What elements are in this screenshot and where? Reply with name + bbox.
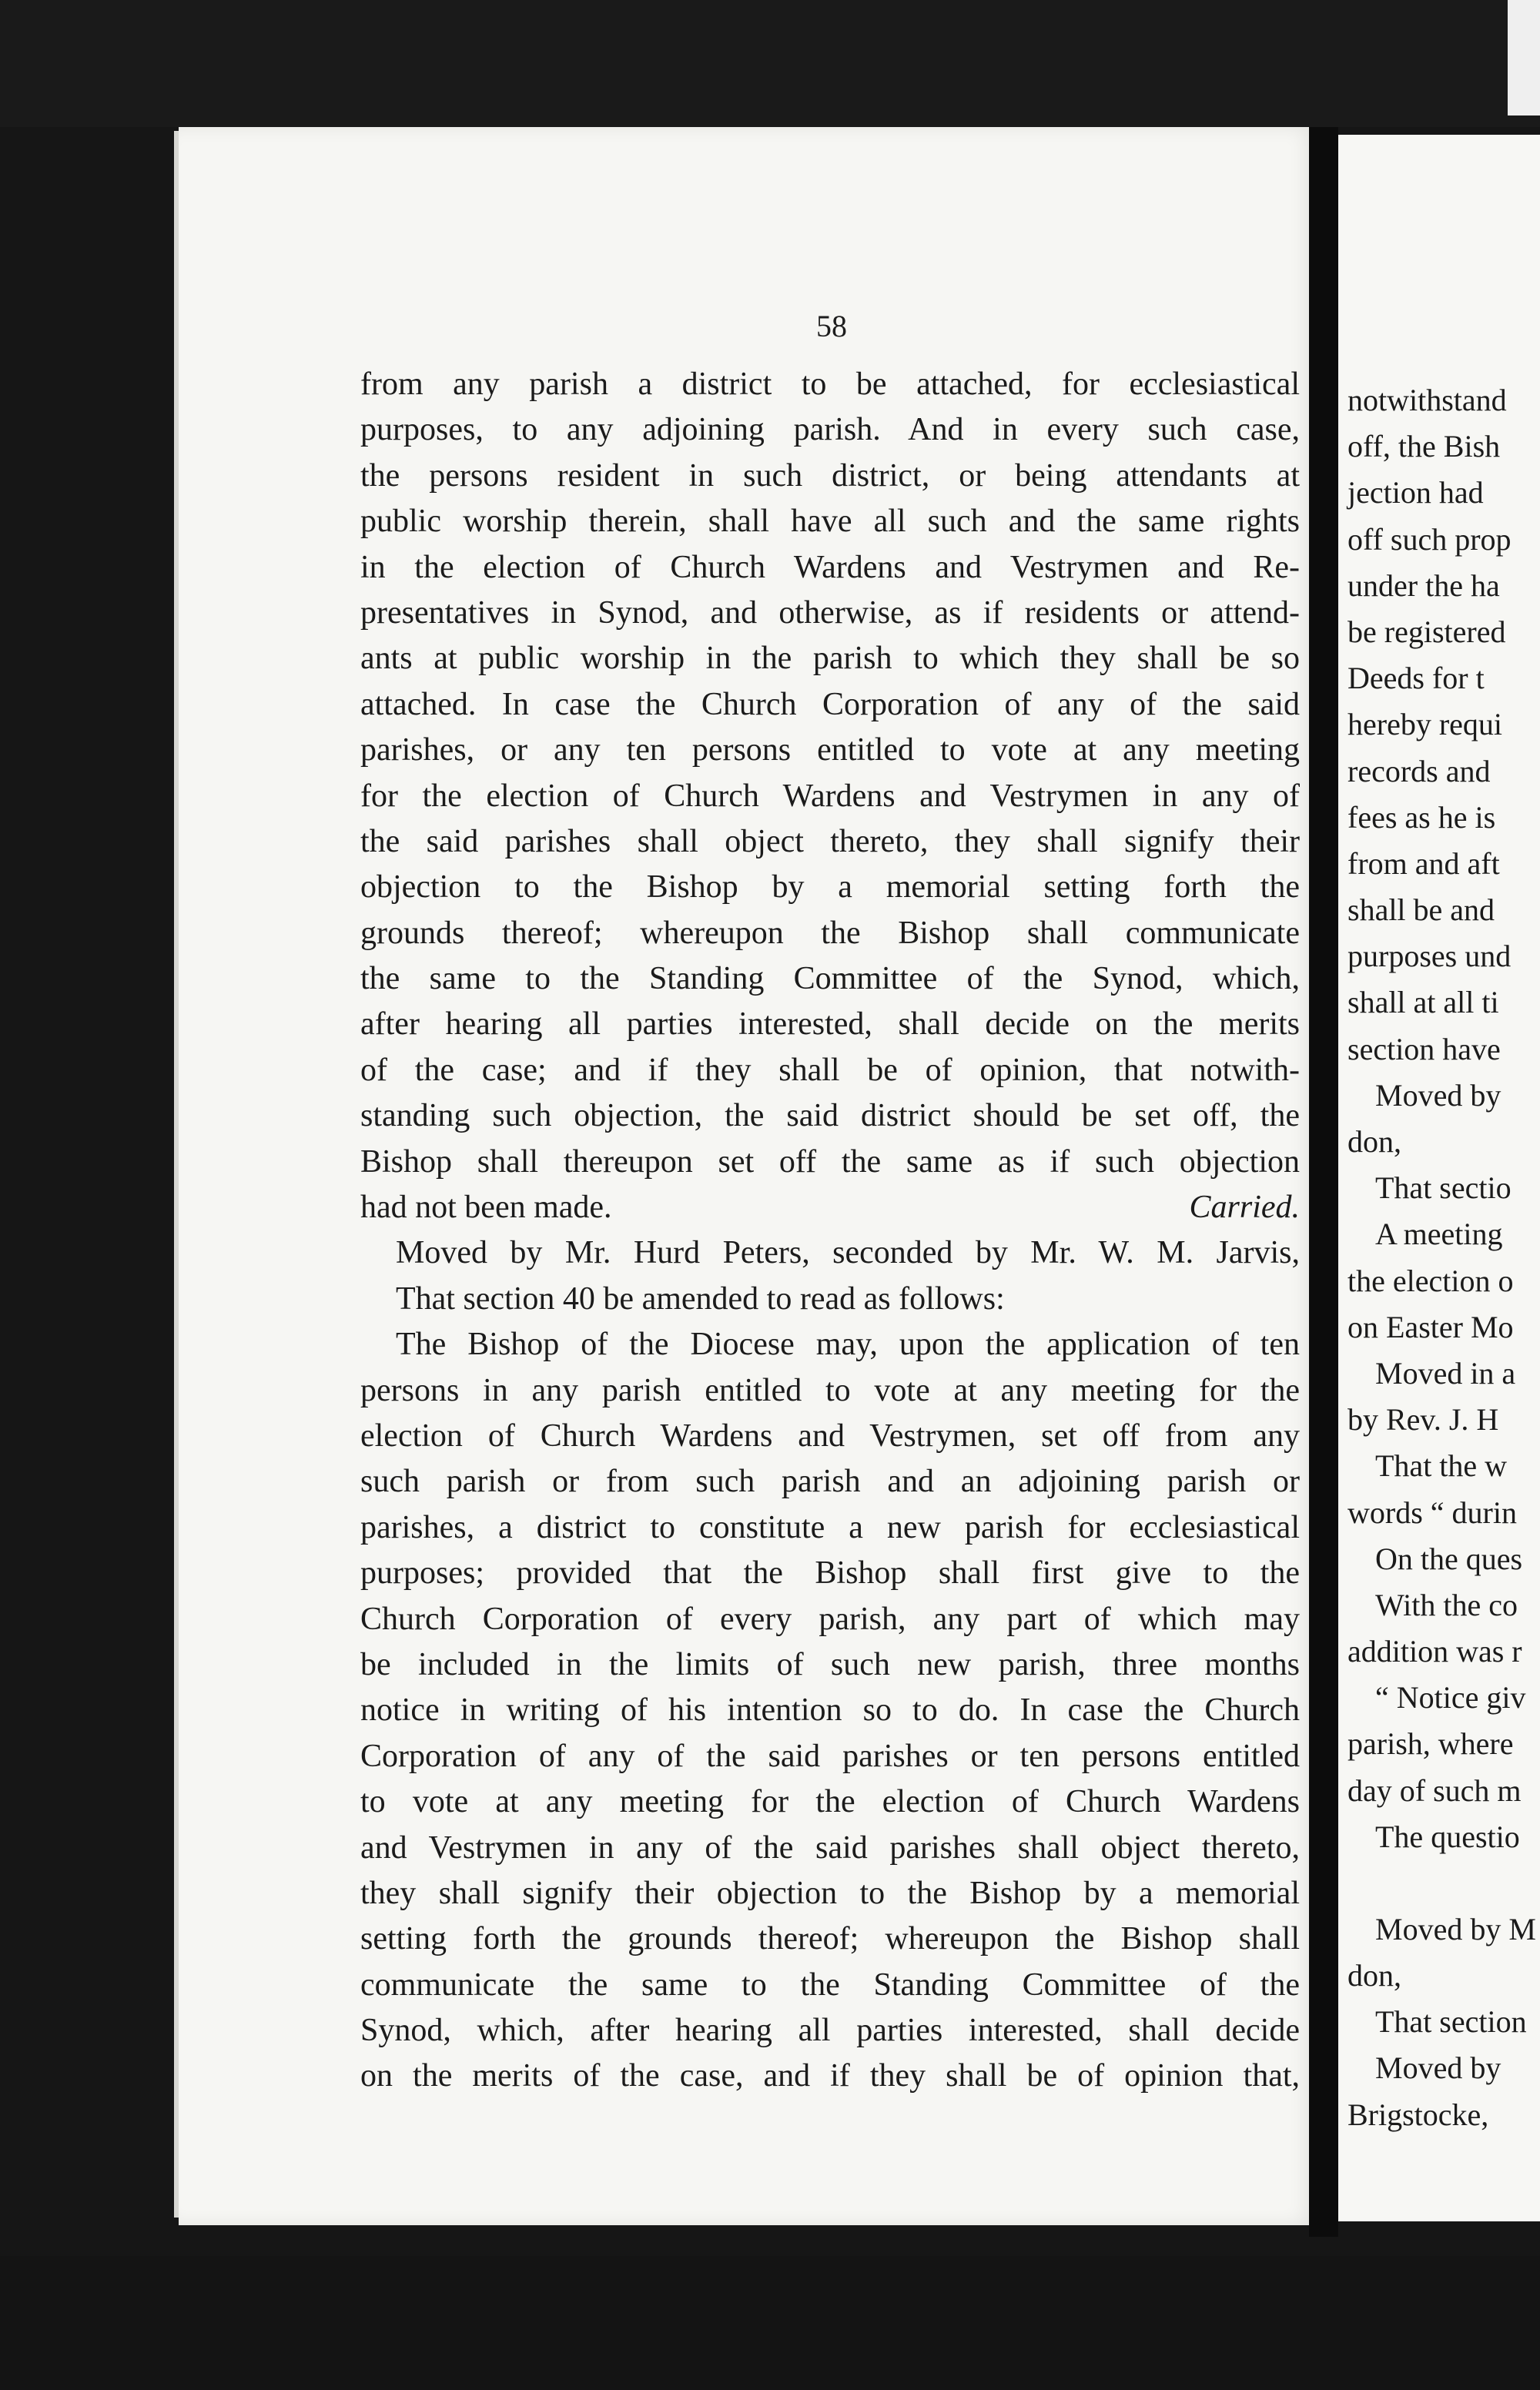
text-line: The questio [1375, 1819, 1520, 1854]
text-line: purposes; provided that the Bishop shall first give to the [360, 1555, 1300, 1592]
text-line: and Vestrymen in any of the said parishes shall object thereto, [360, 1829, 1300, 1866]
text-line: words “ durin [1348, 1495, 1517, 1530]
book-gutter [1309, 127, 1338, 2237]
text-line: such parish or from such parish and an adjoining parish or [360, 1464, 1300, 1500]
text-line: shall at all ti [1348, 985, 1499, 1020]
text-line: public worship therein, shall have all such and the same rights [360, 504, 1300, 540]
text-line: parishes, or any ten persons entitled to vote at any meeting [360, 732, 1300, 768]
text-line: under the ha [1348, 567, 1500, 603]
left-page-text [360, 362, 1300, 2100]
text-line: Moved by [1375, 1077, 1502, 1113]
text-line: persons in any parish entitled to vote at any meeting for the [360, 1372, 1300, 1408]
text-line: Church Corporation of every parish, any part of which may [360, 1601, 1300, 1637]
text-line: to vote at any meeting for the election of Church Wardens [360, 1784, 1300, 1820]
text-line: the said parishes shall object thereto, they shall signify their [360, 823, 1300, 859]
text-line: purposes und [1348, 939, 1512, 974]
text-line: standing such objection, the said district should be set off, the [360, 1098, 1300, 1134]
text-line: That the w [1375, 1448, 1508, 1484]
text-line: communicate the same to the Standing Committee of the [360, 1967, 1300, 2003]
text-line: objection to the Bishop by a memorial setting forth the [360, 869, 1300, 905]
text-line: On the ques [1375, 1541, 1523, 1576]
text-line: fees as he is [1348, 799, 1496, 835]
text-line: from and aft [1348, 845, 1500, 881]
text-line: records and [1348, 753, 1491, 788]
text-line: notice in writing of his intention so to do. In case the Church [360, 1692, 1300, 1729]
text-line: Deeds for t [1348, 661, 1485, 696]
text-line: presentatives in Synod, and otherwise, as if residents or attend- [360, 594, 1300, 631]
motion-result: Carried. [1189, 1190, 1300, 1226]
text-line: Synod, which, after hearing all parties interested, shall decide [360, 2013, 1300, 2049]
text-line: off, the Bish [1348, 429, 1501, 464]
text-line: Moved by [1375, 2050, 1502, 2086]
text-line: section have [1348, 1031, 1501, 1066]
text-line: That sectio [1375, 1170, 1512, 1206]
text-line: after hearing all parties interested, shall decide on the merits [360, 1006, 1300, 1043]
text-line: in the election of Church Wardens and Vestrymen and Re- [360, 549, 1300, 585]
text-line: be included in the limits of such new parish, three months [360, 1646, 1300, 1682]
text-line: they shall signify their objection to the Bishop by a memorial [360, 1875, 1300, 1911]
text-line: don, [1348, 1124, 1401, 1159]
text-line: on Easter Mo [1348, 1309, 1514, 1344]
text-line: shall be and [1348, 892, 1495, 928]
text-line: election of Church Wardens and Vestrymen, set off from any [360, 1418, 1300, 1454]
text-line: off such prop [1348, 521, 1512, 557]
text-line: ants at public worship in the parish to which they shall be so [360, 641, 1300, 677]
text-line: A meeting [1375, 1217, 1503, 1252]
text-line: “ Notice giv [1375, 1680, 1526, 1716]
text-line: Brigstocke, [1348, 2097, 1489, 2132]
scan-edge-strip [1508, 0, 1540, 115]
scan-backdrop-bottom [0, 2256, 1540, 2390]
text-line: Moved by Mr. Hurd Peters, seconded by Mr. W. M. Jarvis, [396, 1235, 1300, 1271]
text-line: on the merits of the case, and if they shall be of opinion that, [360, 2058, 1300, 2094]
text-line: jection had [1348, 475, 1484, 510]
text-line: the election o [1348, 1263, 1514, 1298]
text-line: don, [1348, 1958, 1401, 1993]
text-line: Corporation of any of the said parishes or ten persons entitled [360, 1738, 1300, 1774]
text-line: With the co [1375, 1587, 1518, 1622]
text-line: by Rev. J. H [1348, 1402, 1499, 1438]
text-line: That section 40 be amended to read as follows: [396, 1280, 1005, 1317]
text-line: attached. In case the Church Corporation of any of the said [360, 686, 1300, 722]
text-line: addition was r [1348, 1634, 1522, 1669]
text-line: parish, where [1348, 1726, 1514, 1762]
text-line: notwithstand [1348, 383, 1507, 417]
text-line: Moved by M [1375, 1912, 1536, 1946]
text-line: Moved in a [1375, 1355, 1516, 1391]
text-line: day of such m [1348, 1772, 1522, 1808]
text-line: parishes, a district to constitute a new parish for ecclesiastical [360, 1509, 1300, 1545]
text-line: grounds thereof; whereupon the Bishop shall communicate [360, 915, 1300, 951]
text-line: the persons resident in such district, or being attendants at [360, 457, 1300, 494]
text-line-body: had not been made. [360, 1190, 612, 1226]
text-line: of the case; and if they shall be of opinion, that notwith- [360, 1052, 1300, 1088]
text-line: Bishop shall thereupon set off the same as if such objection [360, 1143, 1300, 1180]
text-line: be registered [1348, 614, 1506, 649]
right-page-text [1348, 377, 1540, 2138]
text-line: from any parish a district to be attached, for ecclesiastical [360, 367, 1300, 402]
text-line: That section [1375, 2004, 1527, 2040]
text-line: The Bishop of the Diocese may, upon the application of ten [396, 1327, 1300, 1363]
text-line: for the election of Church Wardens and Vestrymen in any of [360, 778, 1300, 814]
text-line: purposes, to any adjoining parish. And in every such case, [360, 412, 1300, 448]
text-line: setting forth the grounds thereof; whereupon the Bishop shall [360, 1921, 1300, 1957]
scan-backdrop-top [0, 0, 1540, 127]
text-line [360, 1185, 1300, 1230]
page-number: 58 [816, 309, 847, 343]
text-line: the same to the Standing Committee of the Synod, which, [360, 961, 1300, 997]
text-line: hereby requi [1348, 707, 1503, 742]
